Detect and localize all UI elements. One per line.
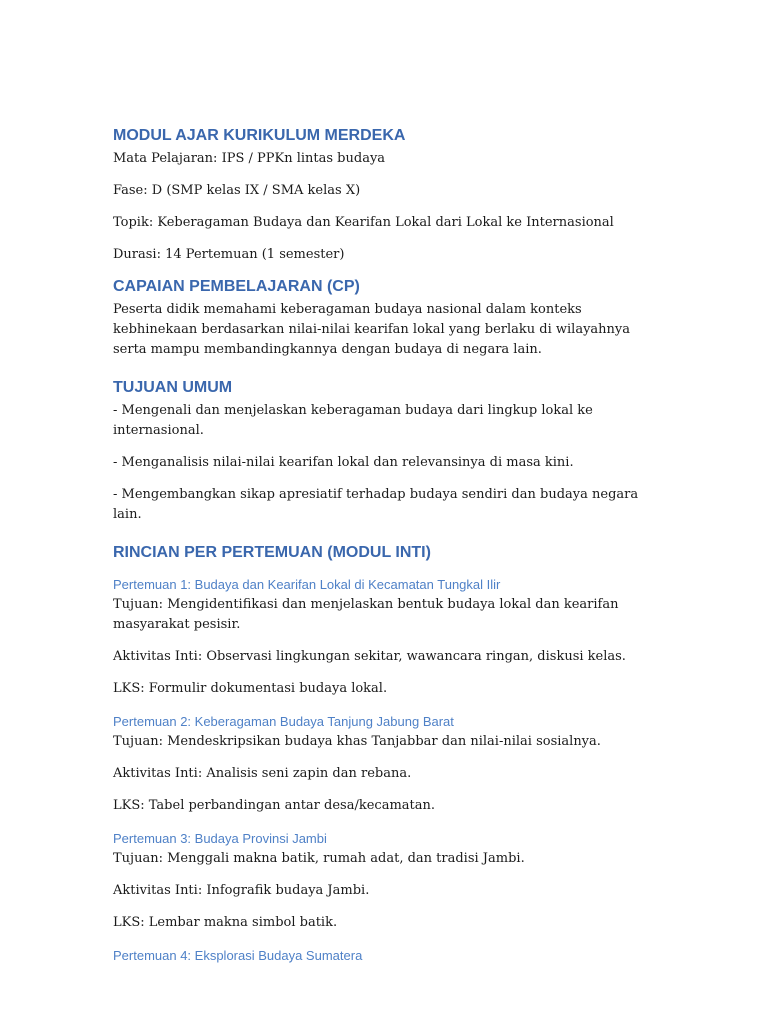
tujuan-item-2: - Menganalisis nilai-nilai kearifan lokal dan relevansinya di masa kini.	[113, 455, 574, 470]
tujuan-heading: TUJUAN UMUM	[113, 379, 233, 396]
info-duration: Durasi: 14 Pertemuan (1 semester)	[113, 247, 345, 262]
cp-heading: CAPAIAN PEMBELAJARAN (CP)	[113, 278, 360, 295]
info-subject: Mata Pelajaran: IPS / PPKn lintas budaya	[113, 151, 386, 166]
rincian-heading: RINCIAN PER PERTEMUAN (MODUL INTI)	[113, 544, 431, 561]
tujuan-item-3: - Mengembangkan sikap apresiatif terhadap budaya sendiri dan budaya negara lain.	[113, 487, 639, 522]
meeting-1-lks: LKS: Formulir dokumentasi budaya lokal.	[113, 681, 388, 696]
cp-text: Peserta didik memahami keberagaman budaya nasional dalam konteks kebhinekaan berdasarkan nilai-nilai kearifan lokal yang berlaku di wilayahnya serta mampu membandingkannya dengan budaya di negara lain.	[113, 302, 631, 357]
meeting-2-lks: LKS: Tabel perbandingan antar desa/kecamatan.	[113, 798, 436, 813]
meeting-1-tujuan: Tujuan: Mengidentifikasi dan menjelaskan bentuk budaya lokal dan kearifan masyarakat pesisir.	[113, 597, 619, 632]
meeting-1-aktivitas: Aktivitas Inti: Observasi lingkungan sekitar, wawancara ringan, diskusi kelas.	[113, 649, 626, 664]
tujuan-item-1: - Mengenali dan menjelaskan keberagaman budaya dari lingkup lokal ke internasional.	[113, 403, 593, 438]
meeting-2-tujuan: Tujuan: Mendeskripsikan budaya khas Tanjabbar dan nilai-nilai sosialnya.	[113, 734, 601, 749]
meeting-3-title: Pertemuan 3: Budaya Provinsi Jambi	[113, 831, 327, 846]
meeting-3-aktivitas: Aktivitas Inti: Infografik budaya Jambi.	[113, 883, 370, 898]
meeting-2-title: Pertemuan 2: Keberagaman Budaya Tanjung Jabung Barat	[113, 714, 454, 729]
info-topic: Topik: Keberagaman Budaya dan Kearifan Lokal dari Lokal ke Internasional	[113, 215, 614, 230]
meeting-3-tujuan: Tujuan: Menggali makna batik, rumah adat, dan tradisi Jambi.	[113, 851, 525, 866]
meeting-1-title: Pertemuan 1: Budaya dan Kearifan Lokal di Kecamatan Tungkal Ilir	[113, 577, 501, 592]
meeting-2-aktivitas: Aktivitas Inti: Analisis seni zapin dan rebana.	[113, 766, 412, 781]
meeting-3-lks: LKS: Lembar makna simbol batik.	[113, 915, 338, 930]
info-phase: Fase: D (SMP kelas IX / SMA kelas X)	[113, 183, 361, 198]
meeting-4-title: Pertemuan 4: Eksplorasi Budaya Sumatera	[113, 948, 363, 963]
document-title: MODUL AJAR KURIKULUM MERDEKA	[113, 127, 406, 144]
